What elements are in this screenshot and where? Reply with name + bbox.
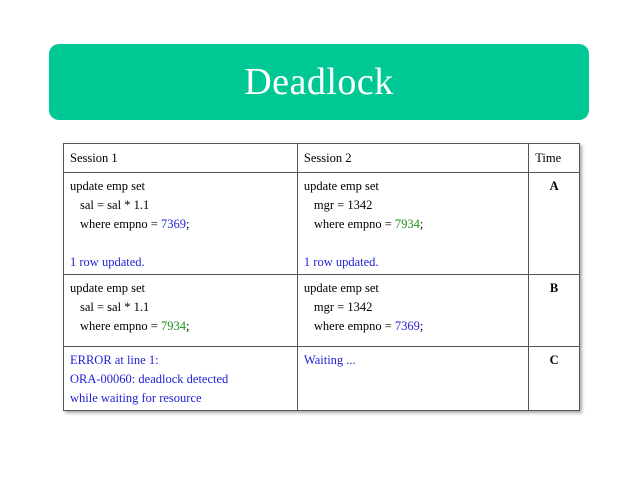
code-text: where empno = (80, 217, 161, 231)
table-row-c (64, 347, 580, 411)
empno-value: 7369 (160, 217, 186, 231)
code-line: sal = sal * 1.1 (80, 300, 150, 314)
error-text: while waiting for resource (70, 391, 202, 405)
time-label: A (549, 179, 559, 193)
code-line (70, 215, 291, 234)
session-1-step-a (64, 173, 298, 275)
empno-value: 7934 (160, 319, 186, 333)
code-line: sal = sal * 1.1 (80, 198, 150, 212)
session-2-step-c (297, 347, 528, 411)
semicolon: ; (419, 319, 424, 333)
session-2-step-b (297, 275, 528, 347)
status-text: Waiting ... (303, 353, 356, 367)
session-1-step-c (64, 347, 298, 411)
code-line: mgr = 1342 (313, 300, 373, 314)
deadlock-table (63, 143, 580, 411)
result-text: 1 row updated. (70, 255, 145, 269)
table-row-a (64, 173, 580, 275)
session-2-step-a (297, 173, 528, 275)
error-text: ORA-00060: deadlock detected (70, 372, 229, 386)
header-time: Time (529, 144, 580, 173)
table-row-b (64, 275, 580, 347)
time-step-b (529, 275, 580, 347)
empno-value: 7369 (394, 319, 420, 333)
code-line (304, 215, 522, 234)
header-session-2: Session 2 (297, 144, 528, 173)
code-line: mgr = 1342 (313, 198, 373, 212)
semicolon: ; (185, 319, 190, 333)
empno-value: 7934 (394, 217, 420, 231)
code-text: where empno = (313, 217, 395, 231)
code-line: update emp set (70, 179, 145, 193)
time-label: B (549, 281, 559, 295)
header-session-1: Session 1 (64, 144, 298, 173)
code-line: update emp set (303, 281, 379, 295)
code-line: update emp set (70, 281, 145, 295)
result-text: 1 row updated. (303, 255, 379, 269)
error-text: ERROR at line 1: (70, 353, 159, 367)
code-text: where empno = (80, 319, 161, 333)
time-label: C (549, 353, 559, 367)
semicolon: ; (419, 217, 424, 231)
code-line (70, 317, 291, 336)
code-text: where empno = (313, 319, 395, 333)
title-banner (49, 44, 589, 120)
slide-title: Deadlock (244, 61, 394, 103)
table-header-row (64, 144, 580, 173)
code-line (304, 317, 522, 336)
semicolon: ; (185, 217, 190, 231)
time-step-a (529, 173, 580, 275)
code-line: update emp set (303, 179, 379, 193)
time-step-c (529, 347, 580, 411)
session-1-step-b (64, 275, 298, 347)
